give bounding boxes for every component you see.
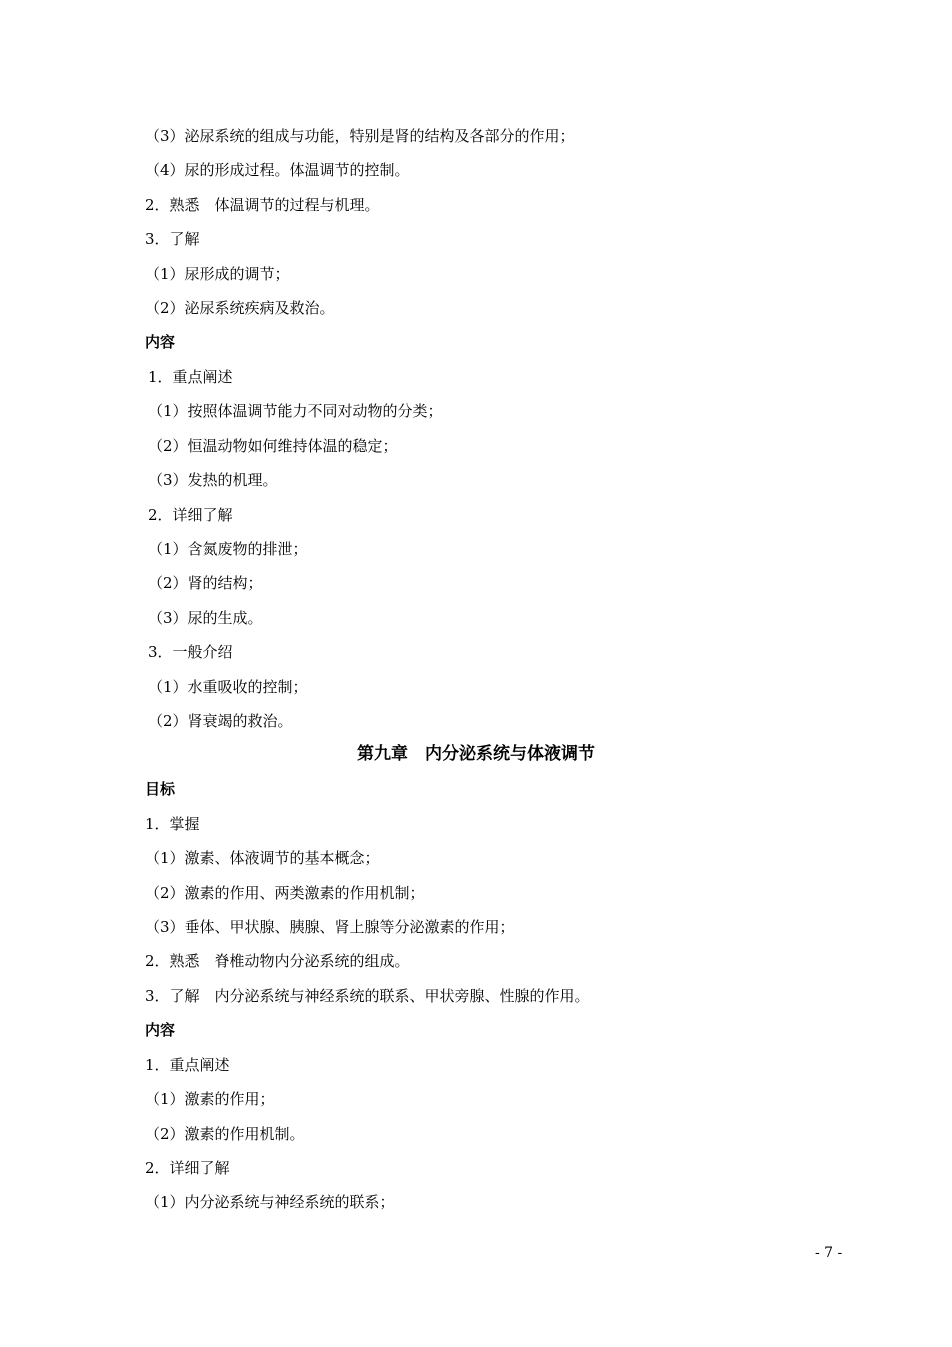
text-line: （1）激素的作用；	[145, 1090, 275, 1108]
text-line: 2．熟悉 体温调节的过程与机理。	[145, 196, 380, 214]
text-line: （3）泌尿系统的组成与功能，特别是肾的结构及各部分的作用；	[145, 127, 575, 145]
text-line: （2）泌尿系统疾病及救治。	[145, 299, 335, 317]
text-line: （1）含氮废物的排泄；	[148, 540, 308, 558]
text-line: （3）垂体、甲状腺、胰腺、肾上腺等分泌激素的作用；	[145, 918, 515, 936]
text-line: （3）发热的机理。	[148, 471, 278, 489]
text-line: 3．一般介绍	[148, 643, 233, 661]
text-line: （2）恒温动物如何维持体温的稳定；	[148, 437, 398, 455]
text-line: （2）激素的作用机制。	[145, 1125, 305, 1143]
text-line: 1．重点阐述	[145, 1056, 230, 1074]
text-line: 1．重点阐述	[148, 368, 233, 386]
text-line: 3．了解	[145, 230, 200, 248]
text-line: 3．了解 内分泌系统与神经系统的联系、甲状旁腺、性腺的作用。	[145, 987, 590, 1005]
chapter-title: 第九章 内分泌系统与体液调节	[357, 744, 595, 764]
text-line: （1）尿形成的调节；	[145, 265, 290, 283]
text-line: （2）激素的作用、两类激素的作用机制；	[145, 884, 425, 902]
text-line: （4）尿的形成过程。体温调节的控制。	[145, 161, 410, 179]
text-line: （1）激素、体液调节的基本概念；	[145, 849, 380, 867]
section-heading: 内容	[145, 1021, 176, 1039]
page-number: - 7 -	[815, 1245, 843, 1261]
text-line: （1）按照体温调节能力不同对动物的分类；	[148, 402, 443, 420]
text-line: 1．掌握	[145, 815, 200, 833]
text-line: （3）尿的生成。	[148, 609, 263, 627]
text-line: （2）肾衰竭的救治。	[148, 712, 293, 730]
text-line: （2）肾的结构；	[148, 574, 263, 592]
text-line: （1）水重吸收的控制；	[148, 678, 308, 696]
text-line: 2．详细了解	[148, 506, 233, 524]
text-line: 2．详细了解	[145, 1159, 230, 1177]
text-line: 2．熟悉 脊椎动物内分泌系统的组成。	[145, 952, 410, 970]
section-heading: 目标	[145, 780, 176, 798]
section-heading: 内容	[145, 333, 176, 351]
text-line: （1）内分泌系统与神经系统的联系；	[145, 1193, 395, 1211]
